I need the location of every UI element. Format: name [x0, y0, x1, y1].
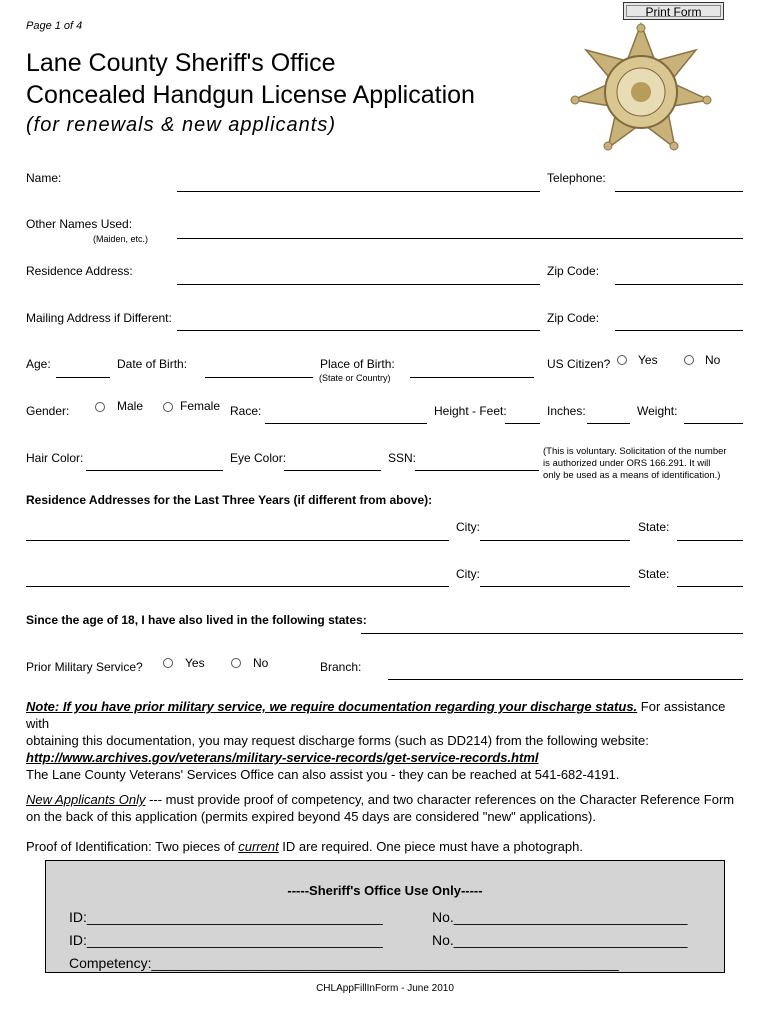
branch-input[interactable] — [388, 679, 743, 680]
military-yes-radio[interactable] — [163, 658, 173, 668]
race-label: Race: — [230, 404, 262, 418]
mailing-address-input[interactable] — [177, 330, 540, 331]
state-2-input[interactable] — [677, 586, 743, 587]
branch-label: Branch: — [320, 660, 362, 674]
eye-color-input[interactable] — [284, 470, 381, 471]
office-id-1: ID:______________________________________ — [69, 909, 383, 925]
residence-address-label: Residence Address: — [26, 264, 133, 278]
gender-label: Gender: — [26, 404, 70, 418]
city-2-input[interactable] — [480, 586, 630, 587]
office-competency: Competency:____________________________________________________________ — [69, 955, 619, 971]
city-2-label: City: — [456, 567, 480, 581]
page-subtitle: (for renewals & new applicants) — [26, 114, 337, 136]
ssn-label: SSN: — [388, 451, 417, 465]
state-1-input[interactable] — [677, 540, 743, 541]
residence-address-input[interactable] — [177, 284, 540, 285]
dob-input[interactable] — [205, 377, 313, 378]
states-lived-label: Since the age of 18, I have also lived in the following states: — [26, 613, 367, 627]
name-label: Name: — [26, 171, 62, 185]
citizen-no-radio[interactable] — [684, 355, 694, 365]
proof-of-id-note: Proof of Identification: Two pieces of current ID are required. One piece must have a photograph. — [26, 839, 583, 854]
print-form-button[interactable]: Print Form — [623, 2, 724, 20]
state-2-label: State: — [638, 567, 670, 581]
office-use-heading: -----Sheriff's Office Use Only----- — [287, 883, 483, 898]
name-input[interactable] — [177, 191, 540, 192]
place-of-birth-hint: (State or Country) — [319, 373, 391, 383]
residence-history-heading: Residence Addresses for the Last Three Years (if different from above): — [26, 493, 433, 507]
hair-color-input[interactable] — [86, 470, 223, 471]
office-no-1: No.______________________________ — [432, 909, 688, 925]
sheriff-badge-logo — [566, 22, 716, 162]
hair-color-label: Hair Color: — [26, 451, 84, 465]
page-number: Page 1 of 4 — [26, 20, 83, 32]
states-lived-input[interactable] — [361, 633, 743, 634]
zip-code-label: Zip Code: — [547, 264, 600, 278]
office-id-2: ID:______________________________________ — [69, 932, 383, 948]
inches-input[interactable] — [587, 423, 630, 424]
weight-input[interactable] — [684, 423, 743, 424]
other-names-input[interactable] — [177, 238, 743, 239]
prior-address-2-input[interactable] — [26, 586, 449, 587]
ssn-input[interactable] — [415, 470, 539, 471]
other-names-hint: (Maiden, etc.) — [93, 234, 149, 244]
inches-label: Inches: — [547, 404, 586, 418]
other-names-label: Other Names Used: — [26, 217, 133, 231]
new-applicants-note: New Applicants Only --- must provide proof of competency, and two character references on the Character Reference Form on the back of this application (permits expired beyond 45 days are considered "new" applications). — [26, 792, 735, 824]
military-no-radio[interactable] — [231, 658, 241, 668]
dob-label: Date of Birth: — [117, 357, 188, 371]
page-title: Lane County Sheriff's Office — [26, 49, 336, 77]
ssn-note: (This is voluntary. Solicitation of the number is authorized under ORS 166.291. It will only be used as a means of identification.) — [543, 446, 727, 481]
weight-label: Weight: — [637, 404, 678, 418]
us-citizen-label: US Citizen? — [547, 357, 611, 371]
office-use-box — [45, 860, 725, 973]
military-label: Prior Military Service? — [26, 660, 143, 674]
gender-female-label: Female — [180, 399, 221, 413]
race-input[interactable] — [265, 423, 427, 424]
office-no-2: No.______________________________ — [432, 932, 688, 948]
age-label: Age: — [26, 357, 51, 371]
military-no-label: No — [253, 656, 269, 670]
state-1-label: State: — [638, 520, 670, 534]
citizen-yes-radio[interactable] — [617, 355, 627, 365]
mailing-address-label: Mailing Address if Different: — [26, 311, 172, 325]
height-feet-label: Height - Feet: — [434, 404, 507, 418]
page-title-line2: Concealed Handgun License Application — [26, 81, 475, 109]
citizen-yes-label: Yes — [638, 353, 658, 367]
citizen-no-label: No — [705, 353, 721, 367]
gender-female-radio[interactable] — [163, 402, 173, 412]
zip-code-input[interactable] — [615, 284, 743, 285]
military-note: Note: If you have prior military service, we require documentation regarding your discharge status. For assistance with obtaining this documentation, you may request discharge forms (such as DD214) from the following website: http://www.archives.gov/veterans/military-service-records/get-service-records.html The Lane County Veterans' Services Office can also assist you - they can be reached at 541-682-4191. — [26, 699, 726, 782]
place-of-birth-label: Place of Birth: — [320, 357, 395, 371]
age-input[interactable] — [56, 377, 110, 378]
gender-male-radio[interactable] — [95, 402, 105, 412]
archives-link[interactable]: http://www.archives.gov/veterans/military-service-records/get-service-records.html — [26, 750, 539, 765]
telephone-input[interactable] — [615, 191, 743, 192]
city-1-input[interactable] — [480, 540, 630, 541]
telephone-label: Telephone: — [547, 171, 606, 185]
city-1-label: City: — [456, 520, 480, 534]
prior-address-1-input[interactable] — [26, 540, 449, 541]
eye-color-label: Eye Color: — [230, 451, 287, 465]
gender-male-label: Male — [117, 399, 144, 413]
military-yes-label: Yes — [185, 656, 205, 670]
mailing-zip-label: Zip Code: — [547, 311, 600, 325]
form-id-footer: CHLAppFillInForm - June 2010 — [316, 983, 454, 994]
mailing-zip-input[interactable] — [615, 330, 743, 331]
height-feet-input[interactable] — [505, 423, 540, 424]
place-of-birth-input[interactable] — [410, 377, 534, 378]
